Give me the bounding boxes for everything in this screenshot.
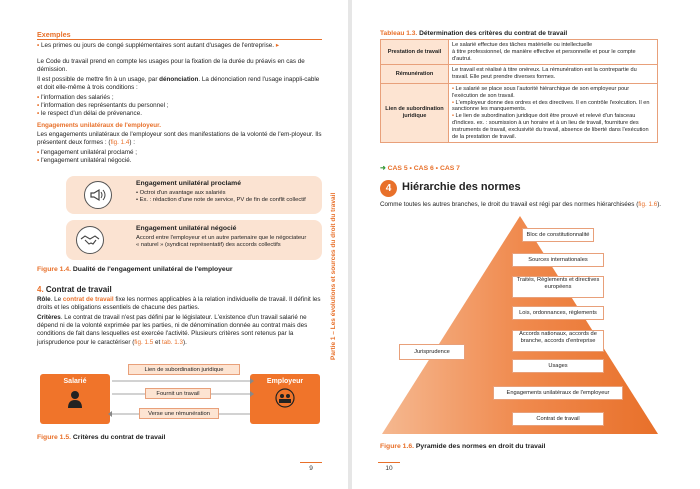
right-page <box>352 0 700 489</box>
employeur-box <box>250 374 320 424</box>
left-page <box>0 0 348 489</box>
pyramid-tier-label: Engagements unilatéraux de l'employeur <box>506 389 610 396</box>
examples-rule <box>37 39 322 40</box>
part-side-title: Partie 1 – Les évolutions et sources du droit du travail <box>330 192 337 360</box>
row-label: Rémunération <box>381 65 449 84</box>
figure-1-4-caption: Figure 1.4. Dualité de l'engagement unilatéral de l'employeur <box>37 266 233 273</box>
form-item: • l'engagement unilatéral négocié. <box>37 157 322 165</box>
row-line: Le salarié effectue des tâches matérielle ou intellectuelle <box>452 42 593 48</box>
examples-heading: Exemples <box>37 30 71 39</box>
employeur-label: Employeur <box>266 378 304 385</box>
para-hierarchie: Comme toutes les autres branches, le droit du travail est régi par des normes hiérarchisées (fig. 1.6). <box>380 201 662 208</box>
para-criteres: Critères. Le contrat de travail n'est pas défini par le législateur. L'existence d'un travail salarié ne dépend ni de la volonté exprimée par les parties, ni de dénomination donnée au contrat mais des conditions de fait dans lesquelles est exercée l'activité. Plusieurs critères sont retenus par la jurisprudence pour le caractériser (fig. 1.5 et tab. 1.3). <box>37 314 308 346</box>
row-content <box>449 83 658 142</box>
pyramid-tier-label: Traités, Règlements et directives européens <box>516 277 600 290</box>
engagements-heading: Engagements unilatéraux de l'employeur. <box>37 122 161 129</box>
box-negocie-text <box>136 235 316 250</box>
figure-1-6-caption: Figure 1.6. Pyramide des normes en droit du travail <box>380 443 546 450</box>
row-line: travail. Elle peut prendre diverses formes. <box>452 74 556 81</box>
conditions-list <box>37 94 322 119</box>
para-engagements: Les engagements unilatéraux de l'employeur sont des manifestations de la volonté de l'em-ployeur. Ils présentent deux formes : (fig. 1.4) : <box>37 131 322 147</box>
box-negocie-line: Accord entre l'employeur et un autre partenaire que le négociateur <box>136 235 307 241</box>
pyramid-tier-label: Contrat de travail <box>536 415 580 422</box>
row-content <box>449 40 658 65</box>
meeting-icon <box>250 388 320 410</box>
pyramid-tier-label: Lois, ordonnances, règlements <box>519 309 597 316</box>
person-icon <box>40 389 110 411</box>
row-line: • L'employeur donne des ordres et des directives. Il en contrôle l'exécution. Il en sanctionne les manquements. <box>452 100 654 114</box>
salarie-box <box>40 374 110 424</box>
row-label: Lien de subordination juridique <box>381 83 449 142</box>
box-proclame-line: • Ex. : rédaction d'une note de service, PV de fin de conflit collectif <box>136 197 306 204</box>
page-number: 9 <box>309 465 313 472</box>
criteria-table <box>380 39 658 143</box>
row-content <box>449 65 658 84</box>
cases-label: CAS 5 • CAS 6 • CAS 7 <box>387 165 460 172</box>
pyramid-tier-label: Usages <box>548 362 568 369</box>
section-number-badge: 4 <box>380 180 397 197</box>
figure-1-5-caption: Figure 1.5. Critères du contrat de travail <box>37 434 166 441</box>
page-number-bar <box>378 462 400 463</box>
para-denonciation: Il est possible de mettre fin à un usage, par dénonciation. La dénonciation rend l'usage inappli-cable et doit elle-même à trois conditions : <box>37 76 320 92</box>
pyramid-shape <box>380 214 660 436</box>
row-line: • Le salarié se place sous l'autorité hiérarchique de son employeur pour l'exécution de son travail. <box>452 86 654 100</box>
table-row <box>381 40 658 65</box>
jurisprudence-label: Jurisprudence <box>414 349 450 355</box>
condition-item: • l'information des salariés ; <box>37 94 322 102</box>
page-number: 10 <box>385 465 393 472</box>
box-negocie-line: « naturel » (syndicat représentatif) des accords collectifs <box>136 242 281 249</box>
arrow-right-icon: ➜ <box>380 165 386 172</box>
pyramid-tier-label: Accords nationaux, accords de branche, accords d'entreprise <box>519 331 597 344</box>
table-caption: Tableau 1.3. Détermination des critères du contrat de travail <box>380 30 568 37</box>
cases-link[interactable] <box>380 164 460 172</box>
section-heading-contrat: 4. Contrat de travail <box>37 285 112 294</box>
lien-pill: Lien de subordination juridique <box>128 364 240 375</box>
handshake-icon <box>76 226 104 254</box>
salarie-label: Salarié <box>63 378 87 385</box>
form-item: • l'engagement unilatéral proclamé ; <box>37 149 322 157</box>
box-proclame-text <box>136 190 316 205</box>
fournit-pill: Fournit un travail <box>145 388 211 399</box>
examples-item: • Les primes ou jours de congé supplémentaires sont autant d'usages de l'entreprise. ▸ <box>37 42 327 50</box>
para-role: Rôle. Le contrat de travail fixe les normes applicables à la relation individuelle de travail. Il définit les droits et les obligations essentiels de chacune des parties. <box>37 296 321 312</box>
forms-list <box>37 149 322 165</box>
page-number-bar <box>300 462 322 463</box>
table-row <box>381 83 658 142</box>
pyramid-tier-label: Sources internationales <box>528 256 588 263</box>
box-proclame-line: • Octroi d'un avantage aux salariés <box>136 190 226 196</box>
row-line: Le travail est réalisé à titre onéreux. La rémunération est la contrepartie du <box>452 67 637 74</box>
condition-item: • l'information des représentants du personnel ; <box>37 102 322 110</box>
row-line: à titre professionnel, de manière effective et personnelle et pour le compte <box>452 48 636 55</box>
box-negocie-title: Engagement unilatéral négocié <box>136 225 237 232</box>
speaker-icon <box>84 181 112 209</box>
condition-item: • le respect d'un délai de prévenance. <box>37 110 322 118</box>
box-proclame-title: Engagement unilatéral proclamé <box>136 180 242 187</box>
row-line: • Le lien de subordination juridique doit être prouvé et relevé d'un faisceau d'indices. ex. : soumission à un horaire et à un lieu de travail, fourniture des instruments de travail, exclusivité du travail, absence de liberté dans l'exécution de la prestation de travail. <box>452 113 654 140</box>
row-label: Prestation de travail <box>381 40 449 65</box>
verse-pill: Verse une rémunération <box>139 408 219 419</box>
pyramid-tier-label: Bloc de constitutionnalité <box>526 231 590 238</box>
row-line: d'autrui. <box>452 55 472 62</box>
section-heading-hierarchie: Hiérarchie des normes <box>402 181 521 193</box>
para-preavis: Le Code du travail prend en compte les usages pour la fixation de la durée du préavis en cas de démission. <box>37 58 305 74</box>
table-row <box>381 65 658 84</box>
